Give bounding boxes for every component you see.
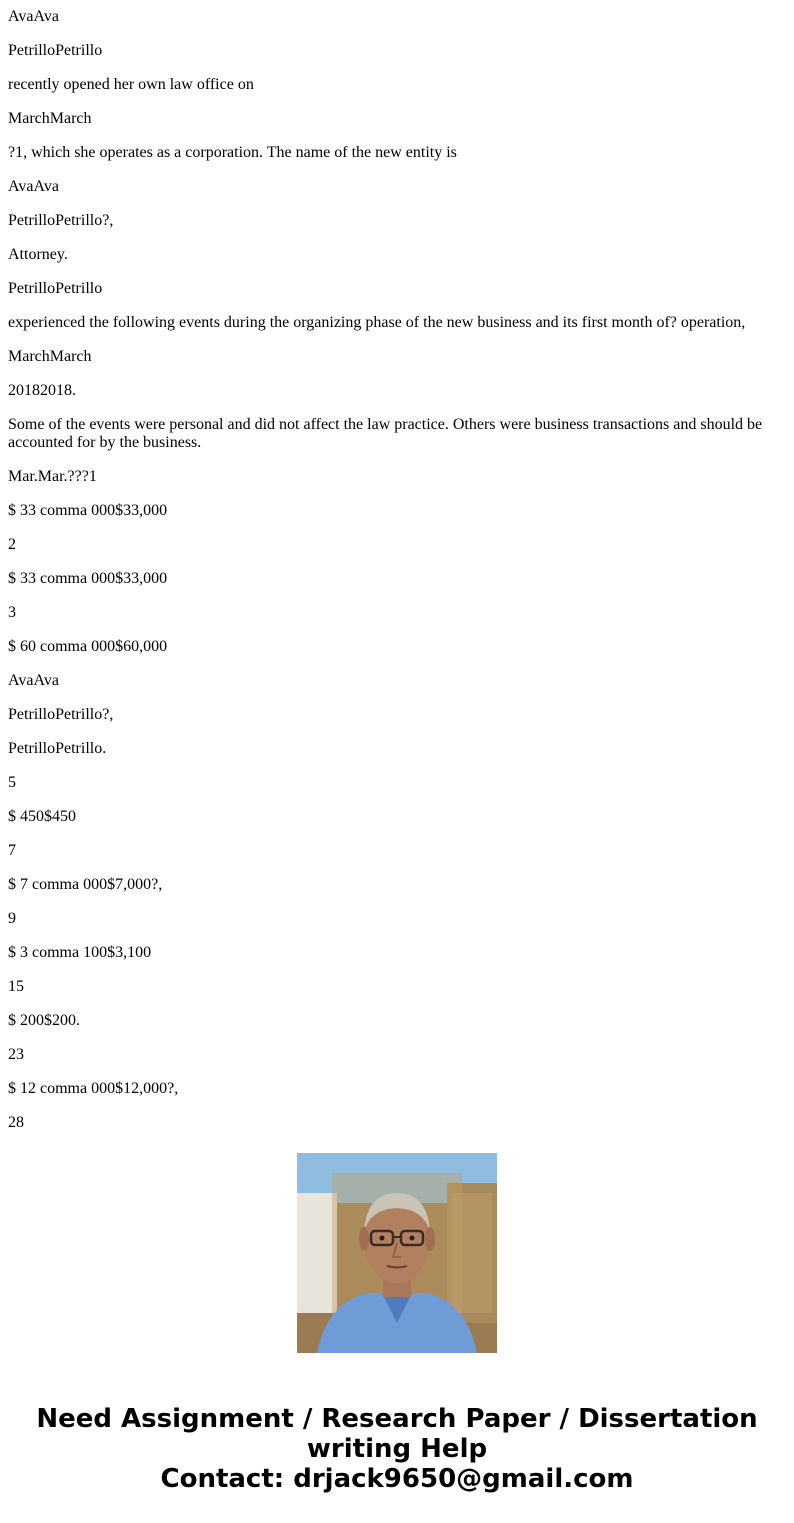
paragraph: $ 450$450 [8, 808, 76, 825]
paragraph: MarchMarch [8, 110, 92, 127]
paragraph: ?1, which she operates as a corporation. The name of the new entity is [8, 144, 457, 161]
paragraph: experienced the following events during the organizing phase of the new business and its first month of? operation, [8, 314, 746, 331]
paragraph: $ 33 comma 000$33,000 [8, 570, 168, 587]
paragraph: PetrilloPetrillo [8, 42, 103, 59]
paragraph: AvaAva [8, 8, 59, 25]
paragraph: 28 [8, 1114, 24, 1131]
paragraph: Attorney. [8, 246, 68, 263]
paragraph: 5 [8, 774, 16, 791]
paragraph: 20182018. [8, 382, 76, 399]
paragraph: 15 [8, 978, 24, 995]
paragraph: AvaAva [8, 178, 59, 195]
promo-line: writing Help [306, 1434, 488, 1464]
paragraph: PetrilloPetrillo [8, 280, 103, 297]
person-photo-icon [297, 1153, 497, 1353]
paragraph: $ 60 comma 000$60,000 [8, 638, 168, 655]
paragraph: Some of the events were personal and did not affect the law practice. Others were business transactions and should be accounted for by the business. [8, 416, 763, 451]
avatar [297, 1153, 497, 1353]
paragraph: 2 [8, 536, 16, 553]
paragraph: recently opened her own law office on [8, 76, 254, 93]
paragraph: $ 7 comma 000$7,000?, [8, 876, 163, 893]
paragraph: $ 3 comma 100$3,100 [8, 944, 152, 961]
promo-line: Need Assignment / Research Paper / Dissertation [36, 1404, 758, 1434]
paragraph: 7 [8, 842, 16, 859]
paragraph: 9 [8, 910, 16, 927]
paragraph: PetrilloPetrillo?, [8, 212, 114, 229]
promo-banner [0, 1404, 794, 1494]
promo-contact: Contact: drjack9650@gmail.com [160, 1464, 634, 1494]
paragraph: 23 [8, 1046, 24, 1063]
paragraph: $ 200$200. [8, 1012, 80, 1029]
paragraph: 3 [8, 604, 16, 621]
paragraph: $ 12 comma 000$12,000?, [8, 1080, 179, 1097]
paragraph: $ 33 comma 000$33,000 [8, 502, 168, 519]
paragraph: Mar.Mar.???1 [8, 468, 97, 485]
paragraph: AvaAva [8, 672, 59, 689]
paragraph: PetrilloPetrillo. [8, 740, 107, 757]
paragraph: MarchMarch [8, 348, 92, 365]
paragraph: PetrilloPetrillo?, [8, 706, 114, 723]
